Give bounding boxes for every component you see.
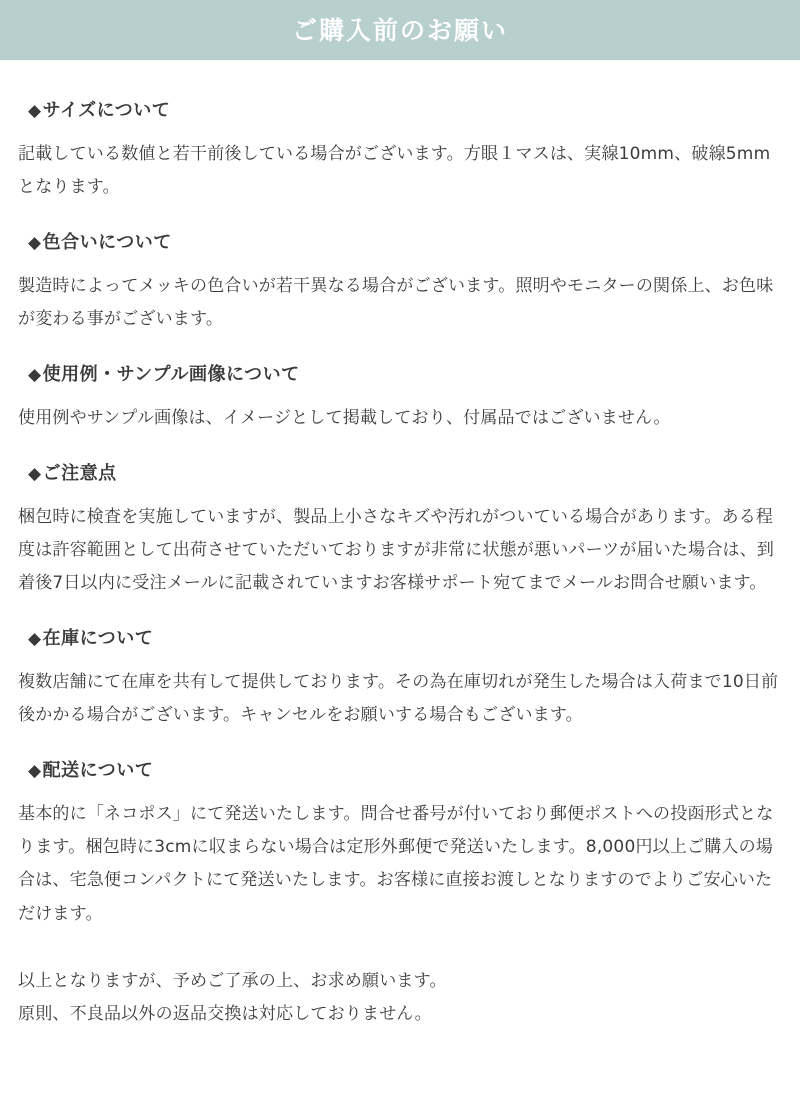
section-sample-images xyxy=(18,362,782,435)
section-body-color: 製造時によってメッキの色合いが若干異なる場合がございます。照明やモニターの関係上、お色味が変わる事がございます。 xyxy=(18,275,774,330)
section-heading-size xyxy=(28,98,782,124)
section-body-cautions: 梱包時に検査を実施していますが、製品上小さなキズや汚れがついている場合があります。ある程度は許容範囲として出荷させていただいておりますが非常に状態が悪いパーツが届いた場合は、到着後7日以内に受注メールに記載されていますお客様サポート宛てまでメールお問合せ願います。 xyxy=(18,506,775,594)
section-shipping xyxy=(18,758,782,930)
page-title: ご購入前のお願い xyxy=(291,15,508,45)
section-heading-shipping-label: 配送について xyxy=(42,760,154,782)
section-body-shipping: 基本的に「ネコポス」にて発送いたします。問合せ番号が付いており郵便ポストへの投函形式となります。梱包時に3cmに収まらない場合は定形外郵便で発送いたします。8,000円以上ご購入の場合は、宅急便コンパクトにて発送いたします。お客様に直接お渡しとなりますのでよりご安心いただけます。 xyxy=(18,804,774,924)
section-size xyxy=(18,98,782,204)
section-cautions xyxy=(18,461,782,600)
diamond-bullet-icon: ◆ xyxy=(28,629,42,650)
section-body-sample-images: 使用例やサンプル画像は、イメージとして掲載しており、付属品ではございません。 xyxy=(18,407,671,428)
closing-note xyxy=(18,965,782,1031)
section-heading-stock-label: 在庫について xyxy=(42,628,154,650)
section-heading-sample-images xyxy=(28,362,782,388)
diamond-bullet-icon: ◆ xyxy=(28,761,42,782)
section-heading-cautions xyxy=(28,461,782,487)
diamond-bullet-icon: ◆ xyxy=(28,464,42,485)
diamond-bullet-icon: ◆ xyxy=(28,101,42,121)
section-heading-shipping xyxy=(28,758,782,784)
section-body-stock: 複数店舗にて在庫を共有して提供しております。その為在庫切れが発生した場合は入荷まで10日前後かかる場合がございます。キャンセルをお願いする場合もございます。 xyxy=(18,672,779,726)
page-header-band xyxy=(0,0,800,60)
section-color xyxy=(18,230,782,336)
section-heading-cautions-label: ご注意点 xyxy=(42,463,117,485)
section-heading-color xyxy=(28,230,782,256)
notice-content xyxy=(0,60,800,1041)
closing-line-1: 以上となりますが、予めご了承の上、お求め願います。 xyxy=(18,970,447,991)
section-body-size: 記載している数値と若干前後している場合がございます。方眼１マスは、実線10mm、破線5mmとなります。 xyxy=(18,143,771,197)
section-heading-size-label: サイズについて xyxy=(42,100,171,121)
section-heading-sample-images-label: 使用例・サンプル画像について xyxy=(42,364,300,386)
closing-line-2: 原則、不良品以外の返品交換は対応しておりません。 xyxy=(18,1003,432,1024)
diamond-bullet-icon: ◆ xyxy=(28,233,42,254)
section-heading-stock xyxy=(28,626,782,652)
section-stock xyxy=(18,626,782,732)
diamond-bullet-icon: ◆ xyxy=(28,365,42,386)
section-heading-color-label: 色合いについて xyxy=(42,232,172,254)
